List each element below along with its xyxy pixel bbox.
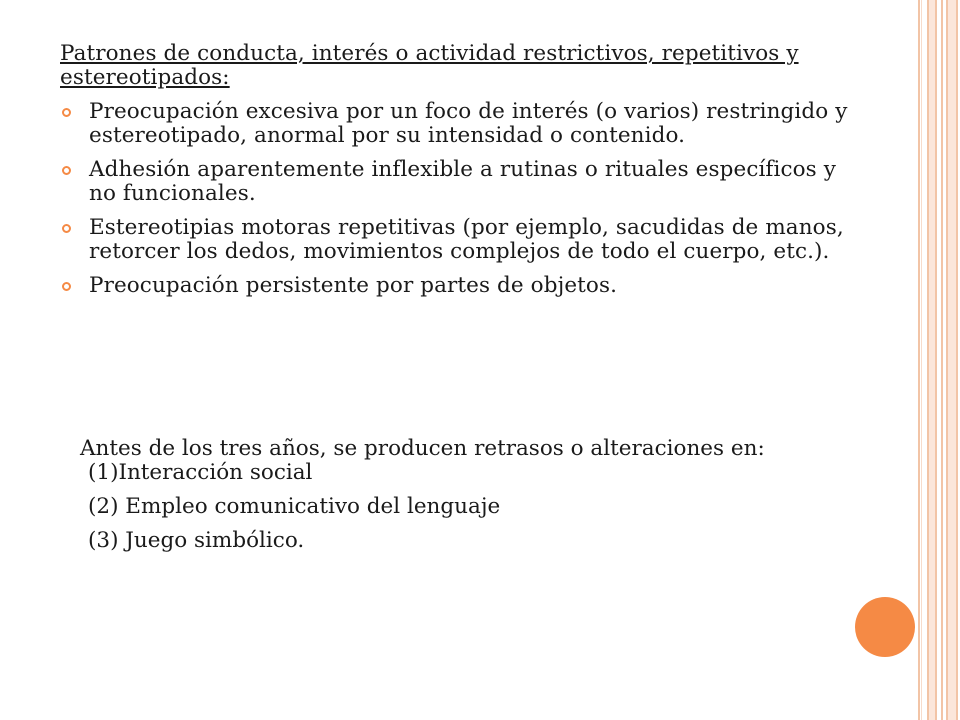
bullet-text: Adhesión aparentemente inflexible a rutinas o rituales específicos y no funcionales.	[89, 157, 836, 206]
bullet-item	[60, 274, 860, 298]
slide-body	[60, 42, 860, 308]
bullet-text: Estereotipias motoras repetitivas (por ejemplo, sacudidas de manos, retorcer los dedos, movimientos complejos de todo el cuerpo, etc.).	[89, 215, 844, 264]
decorative-stripe	[918, 0, 920, 720]
bullet-item	[60, 216, 860, 264]
bullet-item	[60, 100, 860, 148]
bullet-text: Preocupación persistente por partes de objetos.	[89, 273, 618, 298]
bullet-list	[60, 100, 860, 298]
note-intro: Antes de los tres años, se producen retrasos o alteraciones en:	[80, 436, 765, 461]
note-item: (2) Empleo comunicativo del lenguaje	[88, 494, 501, 519]
note-item: (1)Interacción social	[88, 460, 313, 485]
section-heading: Patrones de conducta, interés o actividad restrictivos, repetitivos y estereotipados:	[60, 41, 799, 90]
decorative-circle	[855, 597, 915, 657]
bullet-circle-icon	[62, 108, 71, 117]
bullet-item	[60, 158, 860, 206]
bullet-circle-icon	[62, 282, 71, 291]
onset-note	[60, 437, 860, 563]
note-item: (3) Juego simbólico.	[88, 528, 305, 553]
decorative-stripe	[921, 0, 922, 720]
decorative-stripe	[946, 0, 958, 720]
decorative-stripe	[941, 0, 943, 720]
bullet-circle-icon	[62, 166, 71, 175]
bullet-text: Preocupación excesiva por un foco de interés (o varios) restringido y estereotipado, anormal por su intensidad o contenido.	[89, 99, 848, 148]
bullet-circle-icon	[62, 224, 71, 233]
decorative-stripe	[927, 0, 937, 720]
